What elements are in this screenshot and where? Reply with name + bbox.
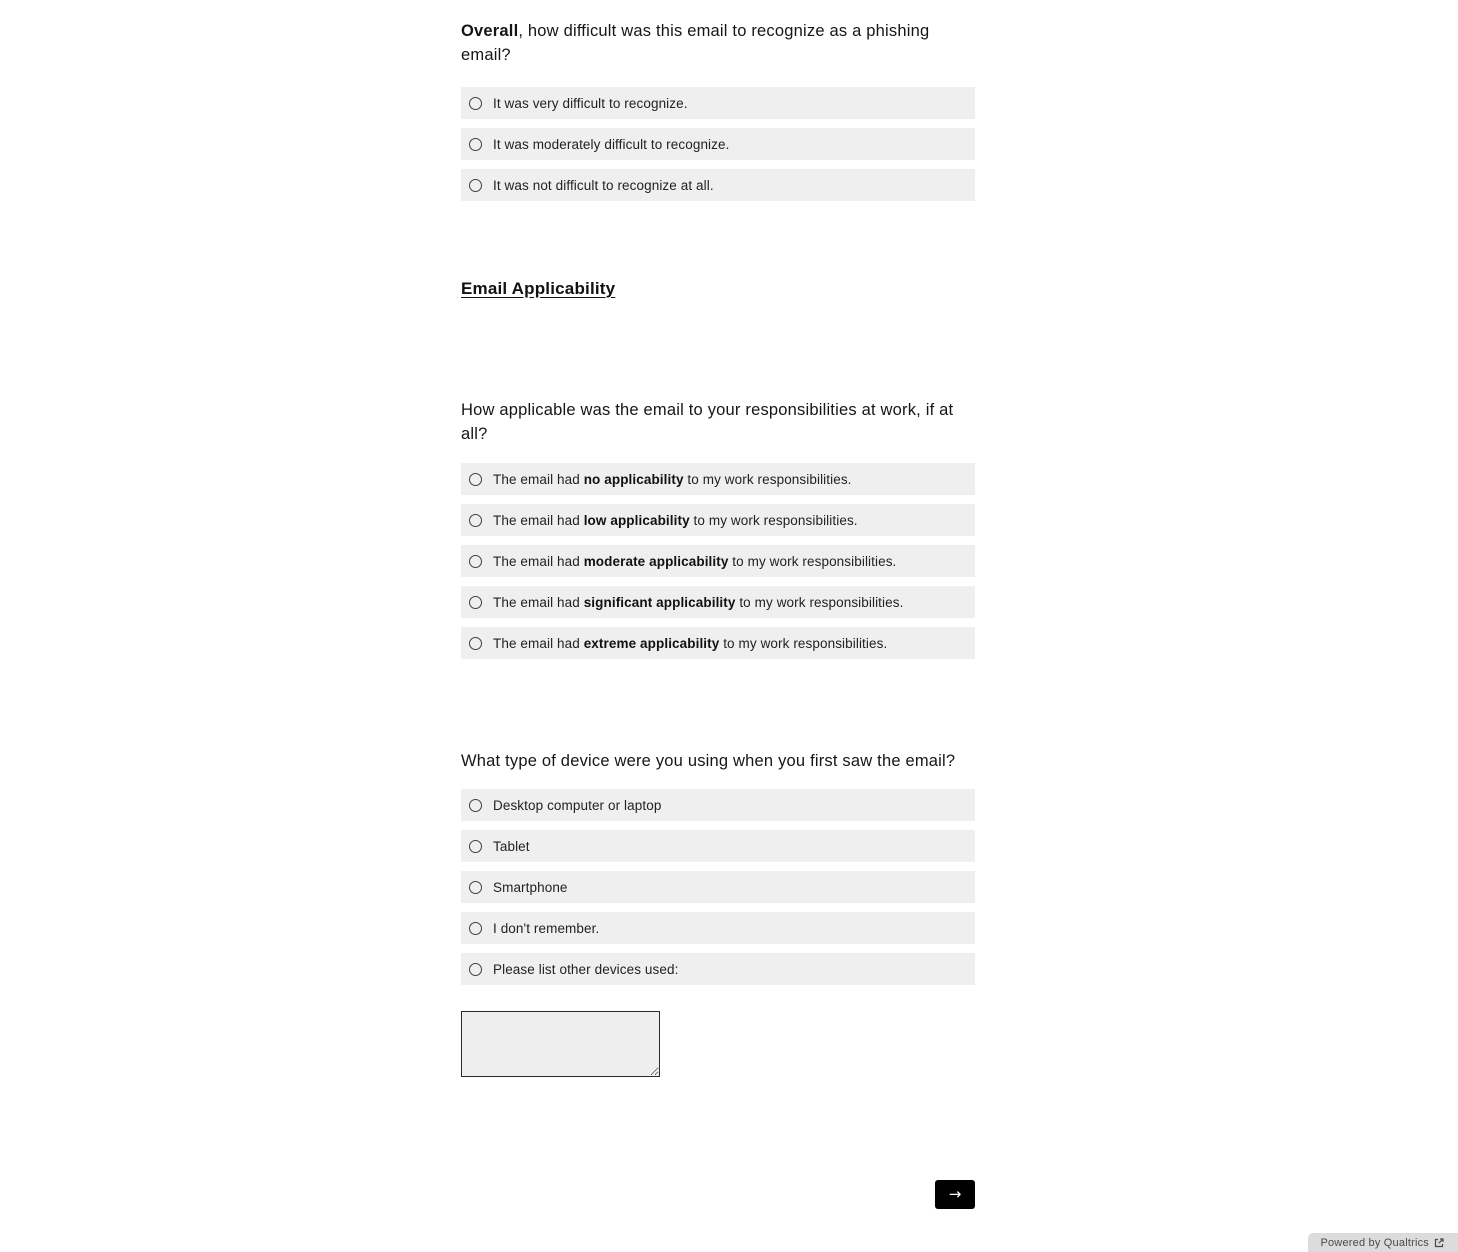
option-label: It was moderately difficult to recognize. bbox=[493, 136, 730, 152]
radio-button-icon[interactable] bbox=[469, 555, 482, 568]
radio-button-icon[interactable] bbox=[469, 922, 482, 935]
radio-button-icon[interactable] bbox=[469, 97, 482, 110]
device-options bbox=[461, 789, 975, 985]
navigation-row bbox=[461, 1180, 975, 1209]
radio-button-icon[interactable] bbox=[469, 138, 482, 151]
option-label: Please list other devices used: bbox=[493, 961, 679, 977]
question-text: , how difficult was this email to recognize as a phishing email? bbox=[461, 22, 930, 64]
difficulty-options bbox=[461, 87, 975, 201]
option-label: The email had extreme applicability to my work responsibilities. bbox=[493, 635, 888, 651]
radio-button-icon[interactable] bbox=[469, 840, 482, 853]
radio-button-icon[interactable] bbox=[469, 963, 482, 976]
option-label: The email had low applicability to my work responsibilities. bbox=[493, 512, 858, 528]
option-label: Desktop computer or laptop bbox=[493, 797, 662, 813]
radio-button-icon[interactable] bbox=[469, 179, 482, 192]
radio-option-tablet[interactable] bbox=[461, 830, 975, 862]
option-label: It was very difficult to recognize. bbox=[493, 95, 688, 111]
radio-option-no-applicability[interactable] bbox=[461, 463, 975, 495]
radio-option-dont-remember[interactable] bbox=[461, 912, 975, 944]
question-applicability: How applicable was the email to your responsibilities at work, if at all? bbox=[461, 401, 954, 443]
radio-button-icon[interactable] bbox=[469, 596, 482, 609]
option-label: I don't remember. bbox=[493, 920, 600, 936]
question-difficulty bbox=[461, 19, 975, 67]
radio-option-extreme-applicability[interactable] bbox=[461, 627, 975, 659]
option-label: The email had no applicability to my work responsibilities. bbox=[493, 471, 852, 487]
radio-button-icon[interactable] bbox=[469, 514, 482, 527]
question-device: What type of device were you using when you first saw the email? bbox=[461, 752, 956, 770]
radio-option-smartphone[interactable] bbox=[461, 871, 975, 903]
radio-option-very-difficult[interactable] bbox=[461, 87, 975, 119]
radio-button-icon[interactable] bbox=[469, 637, 482, 650]
radio-option-moderate-applicability[interactable] bbox=[461, 545, 975, 577]
powered-by-qualtrics-badge[interactable] bbox=[1308, 1233, 1458, 1252]
option-label: Smartphone bbox=[493, 879, 568, 895]
radio-option-moderately-difficult[interactable] bbox=[461, 128, 975, 160]
badge-label: Powered by Qualtrics bbox=[1320, 1236, 1429, 1249]
option-label: The email had significant applicability to my work responsibilities. bbox=[493, 594, 904, 610]
radio-option-other-devices[interactable] bbox=[461, 953, 975, 985]
question-bold-prefix: Overall bbox=[461, 22, 519, 40]
next-button[interactable]: → bbox=[935, 1180, 975, 1209]
other-device-entry bbox=[461, 1011, 975, 1077]
radio-option-desktop[interactable] bbox=[461, 789, 975, 821]
radio-button-icon[interactable] bbox=[469, 799, 482, 812]
option-label: The email had moderate applicability to my work responsibilities. bbox=[493, 553, 897, 569]
radio-button-icon[interactable] bbox=[469, 473, 482, 486]
section-heading-email-applicability: Email Applicability bbox=[461, 279, 616, 298]
option-label: Tablet bbox=[493, 838, 530, 854]
survey-page bbox=[461, 0, 975, 1209]
option-label: It was not difficult to recognize at all. bbox=[493, 177, 714, 193]
external-link-icon bbox=[1434, 1238, 1444, 1248]
radio-button-icon[interactable] bbox=[469, 881, 482, 894]
applicability-options bbox=[461, 463, 975, 659]
radio-option-not-difficult[interactable] bbox=[461, 169, 975, 201]
radio-option-low-applicability[interactable] bbox=[461, 504, 975, 536]
radio-option-significant-applicability[interactable] bbox=[461, 586, 975, 618]
other-device-textarea[interactable] bbox=[461, 1011, 660, 1077]
